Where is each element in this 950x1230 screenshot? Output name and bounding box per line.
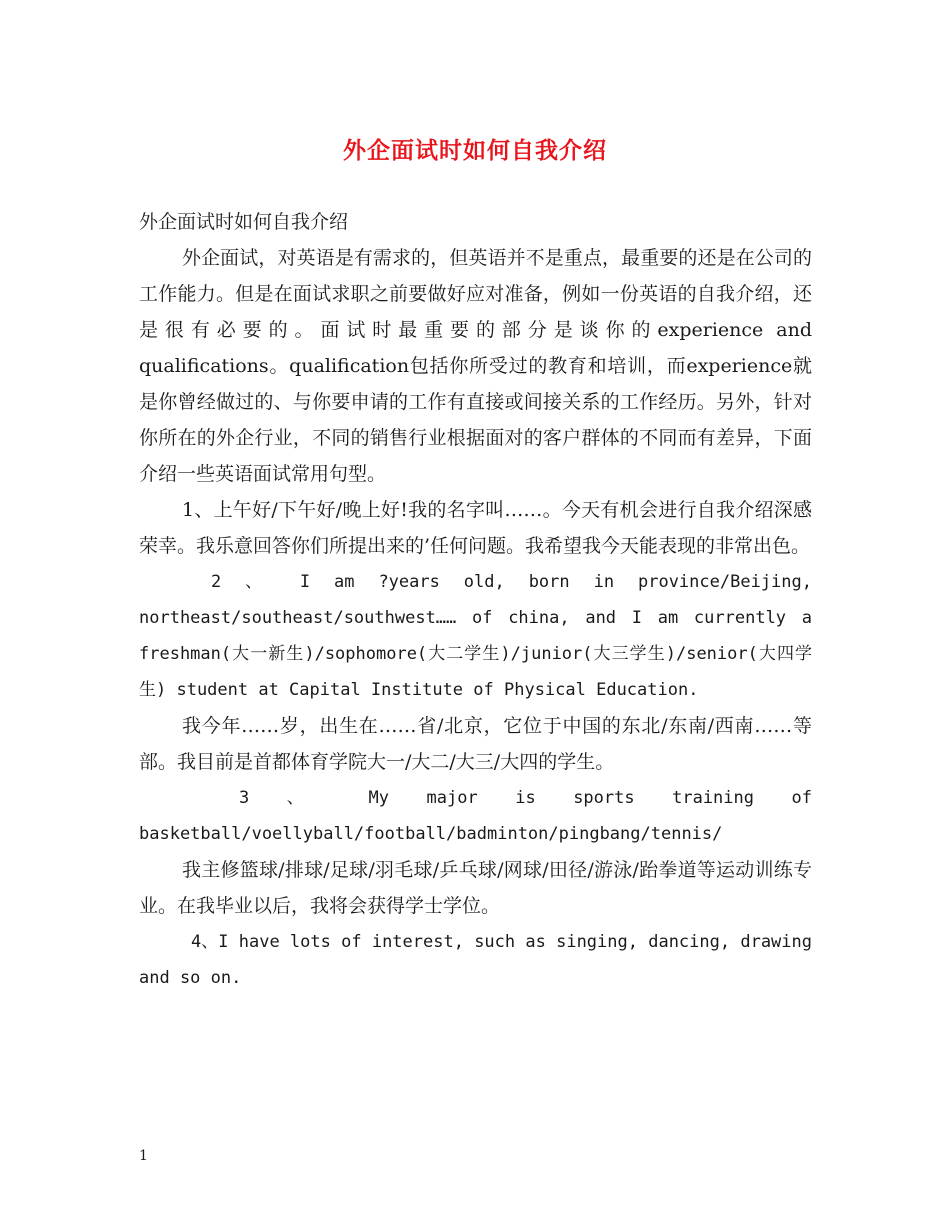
document-body: [139, 204, 812, 996]
item-4-paragraph: 4、I have lots of interest, such as singing, dancing, drawing and so on.: [139, 932, 812, 988]
item-3-paragraph: basketball/voellyball/football/badminton/pingbang/tennis/: [139, 824, 723, 844]
page-number: 1: [139, 1148, 148, 1164]
item-2-chinese-paragraph: 我今年……岁，出生在……省/北京，它位于中国的东北/东南/西南……等部。我目前是首都体育学院大一/大二/大三/大四的学生。: [139, 715, 812, 773]
intro-paragraph: 外企面试，对英语是有需求的，但英语并不是重点，最重要的还是在公司的工作能力。但是在面试求职之前要做好应对准备，例如一份英语的自我介绍，还是很有必要的。面试时最重要的部分是谈你的experience and qualifications。qualification包括你所受过的教育和培训，而experience就是你曾经做过的、与你要申请的工作有直接或间接关系的工作经历。另外，针对你所在的外企行业，不同的销售行业根据面对的客户群体的不同而有差异，下面介绍一些英语面试常用句型。: [139, 247, 812, 485]
document-title: 外企面试时如何自我介绍: [343, 138, 607, 164]
item-2-first-line: 2 、 I am ?years old, born in province/Beijing,: [211, 572, 812, 592]
subtitle-paragraph: 外企面试时如何自我介绍: [139, 211, 349, 233]
item-1-paragraph: 1、上午好/下午好/晚上好!我的名字叫……。今天有机会进行自我介绍深感荣幸。我乐意回答你们所提出来的’任何问题。我希望我今天能表现的非常出色。: [139, 499, 812, 557]
item-3-chinese-paragraph: 我主修篮球/排球/足球/羽毛球/乒乓球/网球/田径/游泳/跆拳道等运动训练专业。在我毕业以后，我将会获得学士学位。: [139, 859, 812, 917]
item-2-paragraph: northeast/southeast/southwest…… of china, and I am currently a freshman(大一新生)/sophomore(大二学生)/junior(大三学生)/senior(大四学生) student at Capital Institute of Physical Education.: [139, 608, 812, 700]
item-3-first-line: 3 、 My major is sports training of: [239, 788, 812, 808]
